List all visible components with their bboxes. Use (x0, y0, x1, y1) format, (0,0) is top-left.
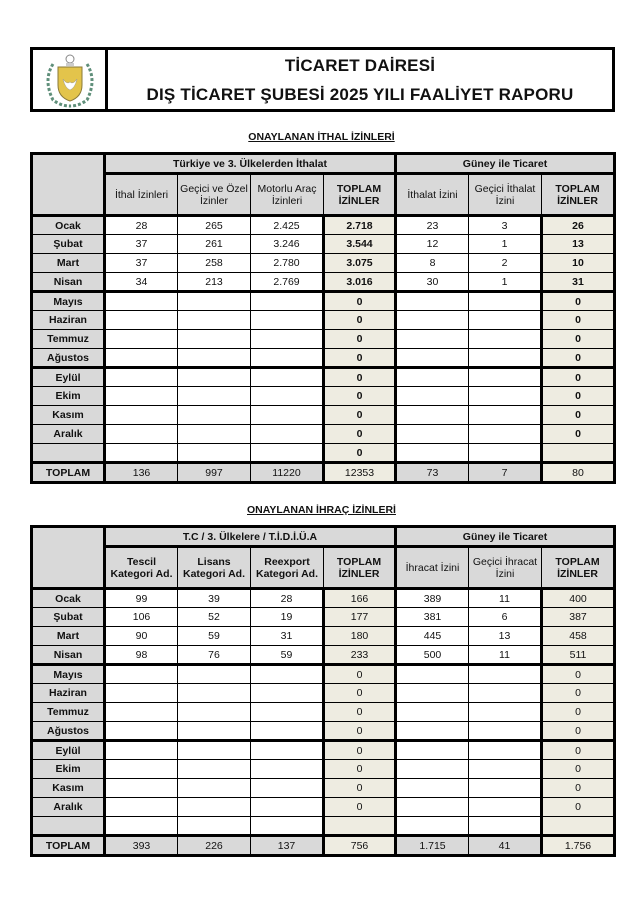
value-cell: 34 (105, 273, 178, 292)
column-header: Geçici İthalat İzini (469, 174, 542, 216)
value-cell (396, 817, 469, 836)
export-permits-table (30, 525, 616, 857)
column-header: Motorlu Araç İzinleri (251, 174, 324, 216)
month-label: Ekim (32, 760, 105, 779)
value-cell: 2.425 (251, 216, 324, 235)
column-total-cell: 7 (469, 463, 542, 483)
row-total-cell: 0 (542, 387, 615, 406)
row-total-cell: 0 (542, 665, 615, 684)
column-header: Reexport Kategori Ad. (251, 547, 324, 589)
table-row (32, 216, 615, 235)
row-total-cell: 0 (542, 703, 615, 722)
value-cell: 106 (105, 608, 178, 627)
row-total-cell: 0 (324, 741, 396, 760)
value-cell: 11 (469, 646, 542, 665)
value-cell (396, 349, 469, 368)
value-cell (251, 760, 324, 779)
value-cell (105, 292, 178, 311)
value-cell (251, 817, 324, 836)
value-cell: 52 (178, 608, 251, 627)
value-cell (178, 779, 251, 798)
value-cell: 19 (251, 608, 324, 627)
row-total-cell: 400 (542, 589, 615, 608)
value-cell: 13 (469, 627, 542, 646)
value-cell (178, 311, 251, 330)
month-label: Haziran (32, 684, 105, 703)
month-label: Eylül (32, 741, 105, 760)
row-total-cell: 3.544 (324, 235, 396, 254)
value-cell (178, 330, 251, 349)
value-cell (105, 311, 178, 330)
row-total-cell: 0 (324, 798, 396, 817)
value-cell (469, 760, 542, 779)
value-cell (251, 425, 324, 444)
row-total-cell: 180 (324, 627, 396, 646)
table-row (32, 368, 615, 387)
row-total-cell: 0 (542, 406, 615, 425)
table-row (32, 292, 615, 311)
value-cell: 31 (251, 627, 324, 646)
column-header-total: TOPLAM İZİNLER (542, 174, 615, 216)
value-cell: 76 (178, 646, 251, 665)
row-total-cell: 177 (324, 608, 396, 627)
value-cell (396, 292, 469, 311)
value-cell (469, 798, 542, 817)
value-cell: 99 (105, 589, 178, 608)
department-title: TİCARET DAİRESİ (284, 56, 436, 75)
total-label: TOPLAM (32, 836, 105, 856)
column-header: İhracat İzini (396, 547, 469, 589)
value-cell: 1 (469, 235, 542, 254)
row-total-cell (324, 817, 396, 836)
row-total-cell: 511 (542, 646, 615, 665)
column-header: Lisans Kategori Ad. (178, 547, 251, 589)
row-total-cell: 0 (542, 368, 615, 387)
row-total-cell: 0 (324, 311, 396, 330)
value-cell: 213 (178, 273, 251, 292)
value-cell: 3 (469, 216, 542, 235)
value-cell (396, 760, 469, 779)
column-total-cell: 1.715 (396, 836, 469, 856)
value-cell: 11 (469, 589, 542, 608)
column-total-cell: 136 (105, 463, 178, 483)
value-cell (105, 406, 178, 425)
value-cell (396, 311, 469, 330)
value-cell (178, 349, 251, 368)
value-cell (251, 703, 324, 722)
value-cell (105, 444, 178, 463)
row-total-cell: 31 (542, 273, 615, 292)
row-total-cell: 0 (324, 368, 396, 387)
grand-total-cell: 1.756 (542, 836, 615, 856)
value-cell (469, 703, 542, 722)
value-cell (469, 387, 542, 406)
month-label: Haziran (32, 311, 105, 330)
value-cell (396, 406, 469, 425)
row-total-cell: 0 (324, 760, 396, 779)
value-cell (469, 722, 542, 741)
column-total-cell: 73 (396, 463, 469, 483)
month-label: Temmuz (32, 703, 105, 722)
value-cell (396, 387, 469, 406)
export-section-heading: ONAYLANAN İHRAÇ İZİNLERİ (247, 504, 396, 516)
column-header-total: TOPLAM İZİNLER (324, 547, 396, 589)
value-cell (469, 684, 542, 703)
value-cell (469, 330, 542, 349)
value-cell (178, 387, 251, 406)
value-cell (251, 349, 324, 368)
column-header: İthalat İzini (396, 174, 469, 216)
value-cell (251, 684, 324, 703)
row-total-cell: 233 (324, 646, 396, 665)
row-total-cell: 0 (542, 292, 615, 311)
value-cell: 2.780 (251, 254, 324, 273)
value-cell (178, 406, 251, 425)
value-cell: 98 (105, 646, 178, 665)
value-cell (105, 368, 178, 387)
table-row (32, 349, 615, 368)
value-cell: 6 (469, 608, 542, 627)
month-label (32, 444, 105, 463)
column-total-cell: 11220 (251, 463, 324, 483)
table-row (32, 406, 615, 425)
value-cell (178, 665, 251, 684)
month-label: Ağustos (32, 349, 105, 368)
value-cell: 90 (105, 627, 178, 646)
row-total-cell: 0 (542, 741, 615, 760)
row-total-cell: 0 (324, 387, 396, 406)
import-section-heading: ONAYLANAN İTHAL İZİNLERİ (248, 131, 395, 143)
value-cell (469, 779, 542, 798)
value-cell (105, 741, 178, 760)
row-total-cell: 0 (542, 330, 615, 349)
grand-total-row (32, 463, 615, 483)
month-label: Nisan (32, 273, 105, 292)
grand-total-cell: 80 (542, 463, 615, 483)
value-cell (105, 330, 178, 349)
value-cell (178, 760, 251, 779)
table-row (32, 760, 615, 779)
table-row (32, 330, 615, 349)
value-cell (251, 444, 324, 463)
table-row (32, 779, 615, 798)
value-cell (396, 684, 469, 703)
value-cell (469, 349, 542, 368)
value-cell (396, 798, 469, 817)
row-total-cell: 0 (324, 684, 396, 703)
column-header: Geçici ve Özel İzinler (178, 174, 251, 216)
value-cell (251, 665, 324, 684)
group-header-south-trade: Güney ile Ticaret (396, 527, 615, 547)
month-label: Şubat (32, 608, 105, 627)
value-cell (178, 684, 251, 703)
value-cell (469, 311, 542, 330)
row-total-cell: 0 (324, 665, 396, 684)
row-total-cell: 387 (542, 608, 615, 627)
value-cell: 261 (178, 235, 251, 254)
month-label: Mayıs (32, 292, 105, 311)
value-cell (469, 741, 542, 760)
grand-total-row (32, 836, 615, 856)
value-cell (105, 760, 178, 779)
month-label: Şubat (32, 235, 105, 254)
column-header: İthal İzinleri (105, 174, 178, 216)
value-cell (251, 311, 324, 330)
value-cell (251, 406, 324, 425)
row-total-cell (542, 817, 615, 836)
value-cell: 265 (178, 216, 251, 235)
value-cell (396, 703, 469, 722)
logo-cell (33, 50, 108, 109)
value-cell (178, 703, 251, 722)
value-cell (105, 425, 178, 444)
column-header: Tescil Kategori Ad. (105, 547, 178, 589)
table-row (32, 684, 615, 703)
value-cell (469, 292, 542, 311)
month-label: Nisan (32, 646, 105, 665)
grand-total-cell: 756 (324, 836, 396, 856)
row-total-cell: 0 (324, 444, 396, 463)
table-row (32, 798, 615, 817)
value-cell: 2 (469, 254, 542, 273)
month-label: Kasım (32, 406, 105, 425)
table-row (32, 311, 615, 330)
column-total-cell: 137 (251, 836, 324, 856)
corner-cell (32, 527, 105, 589)
value-cell (105, 703, 178, 722)
row-total-cell: 0 (324, 349, 396, 368)
value-cell (469, 406, 542, 425)
row-total-cell: 0 (542, 798, 615, 817)
row-total-cell: 458 (542, 627, 615, 646)
value-cell: 8 (396, 254, 469, 273)
table-row (32, 741, 615, 760)
column-header: Geçici İhracat İzini (469, 547, 542, 589)
month-label: Ağustos (32, 722, 105, 741)
row-total-cell: 0 (324, 779, 396, 798)
table-row (32, 608, 615, 627)
value-cell (178, 722, 251, 741)
value-cell (178, 798, 251, 817)
value-cell (178, 741, 251, 760)
month-label: Aralık (32, 798, 105, 817)
row-total-cell: 0 (542, 349, 615, 368)
column-total-cell: 226 (178, 836, 251, 856)
value-cell: 381 (396, 608, 469, 627)
month-label: Mayıs (32, 665, 105, 684)
value-cell: 258 (178, 254, 251, 273)
table-row (32, 589, 615, 608)
column-total-cell: 997 (178, 463, 251, 483)
value-cell (178, 817, 251, 836)
value-cell (251, 741, 324, 760)
value-cell: 59 (251, 646, 324, 665)
row-total-cell: 3.075 (324, 254, 396, 273)
value-cell (251, 330, 324, 349)
value-cell (251, 387, 324, 406)
value-cell: 28 (105, 216, 178, 235)
row-total-cell: 10 (542, 254, 615, 273)
table-row (32, 444, 615, 463)
report-title-box (30, 47, 615, 112)
column-total-cell: 393 (105, 836, 178, 856)
column-header-total: TOPLAM İZİNLER (542, 547, 615, 589)
value-cell (105, 349, 178, 368)
value-cell (178, 444, 251, 463)
value-cell (396, 368, 469, 387)
value-cell (396, 665, 469, 684)
row-total-cell: 2.718 (324, 216, 396, 235)
import-permits-table (30, 152, 616, 484)
row-total-cell: 0 (542, 684, 615, 703)
month-label: Eylül (32, 368, 105, 387)
column-total-cell: 41 (469, 836, 542, 856)
value-cell: 28 (251, 589, 324, 608)
value-cell (105, 665, 178, 684)
value-cell (105, 722, 178, 741)
table-row (32, 722, 615, 741)
value-cell (251, 779, 324, 798)
table-row (32, 646, 615, 665)
value-cell: 3.246 (251, 235, 324, 254)
value-cell (251, 368, 324, 387)
value-cell (469, 817, 542, 836)
table-row (32, 254, 615, 273)
value-cell (469, 665, 542, 684)
month-label: Ocak (32, 589, 105, 608)
row-total-cell: 0 (542, 722, 615, 741)
total-label: TOPLAM (32, 463, 105, 483)
row-total-cell: 0 (324, 330, 396, 349)
row-total-cell: 13 (542, 235, 615, 254)
month-label: Mart (32, 627, 105, 646)
value-cell (105, 684, 178, 703)
row-total-cell: 3.016 (324, 273, 396, 292)
row-total-cell: 0 (542, 760, 615, 779)
table-row (32, 425, 615, 444)
row-total-cell: 0 (324, 703, 396, 722)
title-area (108, 50, 612, 109)
value-cell: 1 (469, 273, 542, 292)
table-row (32, 273, 615, 292)
table-row (32, 387, 615, 406)
value-cell (178, 292, 251, 311)
month-label: Ekim (32, 387, 105, 406)
value-cell: 59 (178, 627, 251, 646)
value-cell: 445 (396, 627, 469, 646)
value-cell (105, 779, 178, 798)
value-cell (396, 425, 469, 444)
value-cell (178, 425, 251, 444)
value-cell: 500 (396, 646, 469, 665)
report-title: DIŞ TİCARET ŞUBESİ 2025 YILI FAALİYET RAPORU (146, 85, 574, 104)
month-label (32, 817, 105, 836)
value-cell: 389 (396, 589, 469, 608)
value-cell (251, 722, 324, 741)
grand-total-cell: 12353 (324, 463, 396, 483)
value-cell (105, 817, 178, 836)
value-cell: 30 (396, 273, 469, 292)
value-cell (105, 798, 178, 817)
value-cell (396, 330, 469, 349)
value-cell (469, 425, 542, 444)
value-cell: 37 (105, 235, 178, 254)
row-total-cell: 0 (324, 406, 396, 425)
row-total-cell: 166 (324, 589, 396, 608)
group-header-turkey-third-countries: Türkiye ve 3. Ülkelerden İthalat (105, 154, 396, 174)
value-cell: 39 (178, 589, 251, 608)
group-header-south-trade: Güney ile Ticaret (396, 154, 615, 174)
row-total-cell: 0 (542, 425, 615, 444)
row-total-cell: 0 (324, 722, 396, 741)
column-header-total: TOPLAM İZİNLER (324, 174, 396, 216)
row-total-cell: 0 (324, 425, 396, 444)
value-cell (396, 779, 469, 798)
value-cell: 12 (396, 235, 469, 254)
value-cell: 37 (105, 254, 178, 273)
row-total-cell: 0 (542, 779, 615, 798)
value-cell (105, 387, 178, 406)
month-label: Ocak (32, 216, 105, 235)
table-row (32, 235, 615, 254)
value-cell (396, 444, 469, 463)
value-cell (251, 798, 324, 817)
month-label: Kasım (32, 779, 105, 798)
table-row (32, 703, 615, 722)
month-label: Aralık (32, 425, 105, 444)
value-cell (469, 444, 542, 463)
value-cell (178, 368, 251, 387)
table-row (32, 665, 615, 684)
value-cell (396, 722, 469, 741)
group-header-tc-third-countries: T.C / 3. Ülkelere / T.İ.D.İ.Ü.A (105, 527, 396, 547)
table-row (32, 627, 615, 646)
month-label: Temmuz (32, 330, 105, 349)
row-total-cell (542, 444, 615, 463)
value-cell (396, 741, 469, 760)
value-cell (469, 368, 542, 387)
corner-cell (32, 154, 105, 216)
coat-of-arms-icon (39, 52, 101, 108)
row-total-cell: 0 (324, 292, 396, 311)
table-row (32, 817, 615, 836)
value-cell (251, 292, 324, 311)
value-cell: 2.769 (251, 273, 324, 292)
value-cell: 23 (396, 216, 469, 235)
row-total-cell: 26 (542, 216, 615, 235)
month-label: Mart (32, 254, 105, 273)
row-total-cell: 0 (542, 311, 615, 330)
